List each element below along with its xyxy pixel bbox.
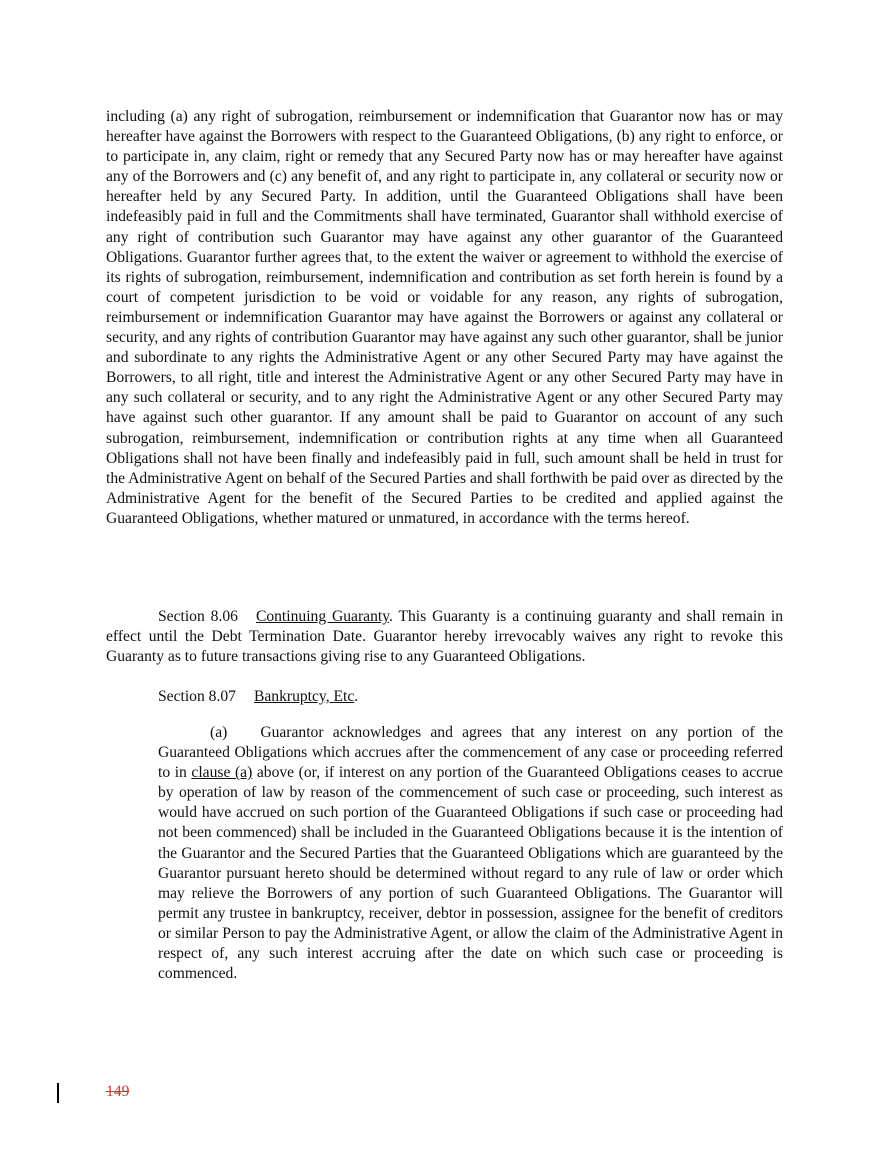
section-8-06-title: Continuing Guaranty xyxy=(255,608,389,625)
section-8-07-number: Section 8.07 xyxy=(158,688,236,705)
clause-a-text-after: above (or, if interest on any portion of the Guaranteed Obligations ceases to accrue by operation of law by reason of the commencement of such case or proceeding, such interest as would have accrued on such portion of the Guaranteed Obligations if such case or proceeding had not been commenced) shall be included in the Guaranteed Obligations because it is the intention of the Guarantor and the Secured Parties that the Guaranteed Obligations which are guaranteed by the Guarantor pursuant hereto should be determined without regard to any rule of law or order which may relieve the Borrowers of any portion of such Guaranteed Obligations. The Guarantor will permit any trustee in bankruptcy, receiver, debtor in possession, assignee for the benefit of creditors or similar Person to pay the Administrative Agent, or allow the claim of the Administrative Agent in respect of, any such interest accruing after the date on which such case or proceeding is commenced. xyxy=(158,764,783,983)
section-8-07-title-suffix: . xyxy=(354,688,359,705)
section-8-07-heading xyxy=(158,687,783,707)
continuation-paragraph: including (a) any right of subrogation, reimbursement or indemnification that Guarantor now has or may hereafter have against the Borrowers with respect to the Guaranteed Obligations, (b) any right to enforce, or to participate in, any claim, right or remedy that any Secured Party now has or may hereafter have against any of the Borrowers and (c) any benefit of, and any right to participate in, any collateral or security now or hereafter held by any Secured Party. In addition, until the Guaranteed Obligations shall have been indefeasibly paid in full and the Commitments shall have terminated, Guarantor shall withhold exercise of any right of contribution such Guarantor may have against any other guarantor of the Guaranteed Obligations. Guarantor further agrees that, to the extent the waiver or agreement to withhold the exercise of its rights of subrogation, reimbursement, indemnification and contribution as set forth herein is found by a court of competent jurisdiction to be void or voidable for any reason, any rights of subrogation, reimbursement or indemnification Guarantor may have against the Borrowers or against any collateral or security, and any rights of contribution Guarantor may have against any such other guarantor, shall be junior and subordinate to any rights the Administrative Agent or any other Secured Party may have against the Borrowers, to all right, title and interest the Administrative Agent or any other Secured Party may have in any such collateral or security, and to any right the Administrative Agent or any other Secured Party may have against such other guarantor. If any amount shall be paid to Guarantor on account of any such subrogation, reimbursement, indemnification or contribution rights at any time when all Guaranteed Obligations shall not have been finally and indefeasibly paid in full, such amount shall be held in trust for the Administrative Agent on behalf of the Secured Parties and shall forthwith be paid over as directed by the Administrative Agent for the benefit of the Secured Parties to be credited and applied against the Guaranteed Obligations, whether matured or unmatured, in accordance with the terms hereof. xyxy=(106,108,783,527)
section-8-07-title: Bankruptcy, Etc xyxy=(253,688,355,705)
page-number: 149 xyxy=(106,1083,130,1100)
clause-a-label: (a) xyxy=(210,724,228,741)
section-8-06-paragraph xyxy=(106,607,783,667)
revision-change-bar xyxy=(57,1083,59,1103)
section-8-06-number: Section 8.06 xyxy=(158,608,238,625)
section-8-06-body: . This Guaranty is a continuing guaranty and shall remain in effect until the Debt Termination Date. Guarantor hereby irrevocably waives any right to revoke this Guaranty as to future transactions giving rise to any Guaranteed Obligations. xyxy=(106,608,783,666)
clause-a-reference: clause (a) xyxy=(191,764,253,782)
clause-a-text-before: Guarantor acknowledges and agrees that any interest on any portion of the Guaranteed Obligations which accrues after the commencement of any case or proceeding referred to in xyxy=(158,724,783,782)
section-8-07-clause-a xyxy=(158,723,783,984)
